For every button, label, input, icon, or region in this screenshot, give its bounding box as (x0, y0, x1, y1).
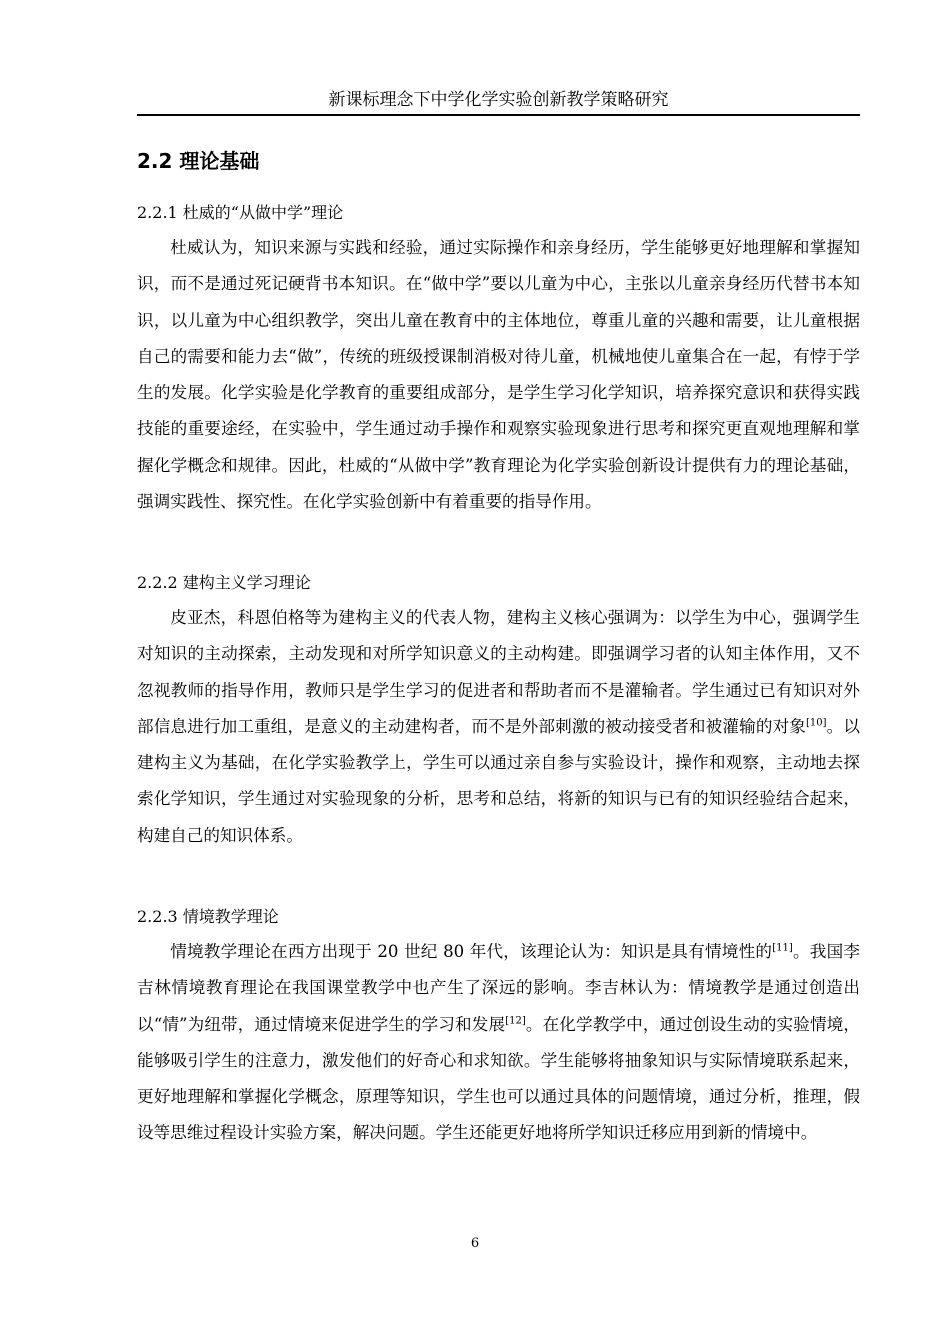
subsection-title-constructivism: 2.2.2 建构主义学习理论 (137, 573, 311, 592)
paragraph-text: 。以建构主义为基础，在化学实验教学上，学生可以通过亲自参与实验设计，操作和观察，主动地去探索化学知识，学生通过对实验现象的分析，思考和总结，将新的知识与已有的知识经验结合起来，构建自己的知识体系。 (137, 716, 860, 845)
citation-ref: [12] (505, 1015, 526, 1027)
paragraph-text: 。在化学教学中，通过创设生动的实验情境，能够吸引学生的注意力，激发他们的好奇心和求知欲。学生能够将抽象知识与实际情境联系起来，更好地理解和掌握化学概念，原理等知识，学生也可以通过具体的问题情境，通过分析，推理，假设等思维过程设计实验方案，解决问题。学生还能更好地将所学知识迁移应用到新的情境中。 (137, 1014, 861, 1143)
section-title: 2.2 理论基础 (137, 149, 260, 173)
paragraph-constructivism (137, 600, 860, 854)
subsection-title-dewey: 2.2.1 杜威的“从做中学”理论 (137, 203, 344, 222)
running-header: 新课标理念下中学化学实验创新教学策略研究 (137, 86, 860, 116)
subsection-title-situational: 2.2.3 情境教学理论 (137, 907, 279, 926)
paragraph-text: 皮亚杰，科恩伯格等为建构主义的代表人物，建构主义核心强调为：以学生为中心，强调学生对知识的主动探索，主动发现和对所学知识意义的主动构建。即强调学习者的认知主体作用，又不忽视教师的指导作用，教师只是学生学习的促进者和帮助者而不是灌输者。学生通过已有知识对外部信息进行加工重组，是意义的主动建构者，而不是外部刺激的被动接受者和被灌输的对象 (137, 608, 860, 736)
citation-ref: [11] (772, 942, 793, 954)
paragraph-situational (137, 934, 860, 1152)
paragraph-dewey: 杜威认为，知识来源与实践和经验，通过实际操作和亲身经历，学生能够更好地理解和掌握知识，而不是通过死记硬背书本知识。在“做中学”要以儿童为中心，主张以儿童亲身经历代替书本知识，以儿童为中心组织教学，突出儿童在教育中的主体地位，尊重儿童的兴趣和需要，让儿童根据自己的需要和能力去“做”，传统的班级授课制消极对待儿童，机械地使儿童集合在一起，有悖于学生的发展。化学实验是化学教育的重要组成部分，是学生学习化学知识，培养探究意识和获得实践技能的重要途经，在实验中，学生通过动手操作和观察实验现象进行思考和探究更直观地理解和掌握化学概念和规律。因此，杜威的“从做中学”教育理论为化学实验创新设计提供有力的理论基础，强调实践性、探究性。在化学实验创新中有着重要的指导作用。 (137, 238, 860, 512)
citation-ref: [10] (806, 717, 827, 729)
page-number: 6 (470, 1236, 480, 1251)
paragraph-text: 。我国李吉林情境教育理论在我国课堂教学中也产生了深远的影响。李吉林认为：情境教学是通过创造出以“情”为纽带，通过情境来促进学生的学习和发展 (137, 942, 860, 1034)
paragraph-text: 情境教学理论在西方出现于 20 世纪 80 年代，该理论认为：知识是具有情境性的 (170, 942, 773, 961)
